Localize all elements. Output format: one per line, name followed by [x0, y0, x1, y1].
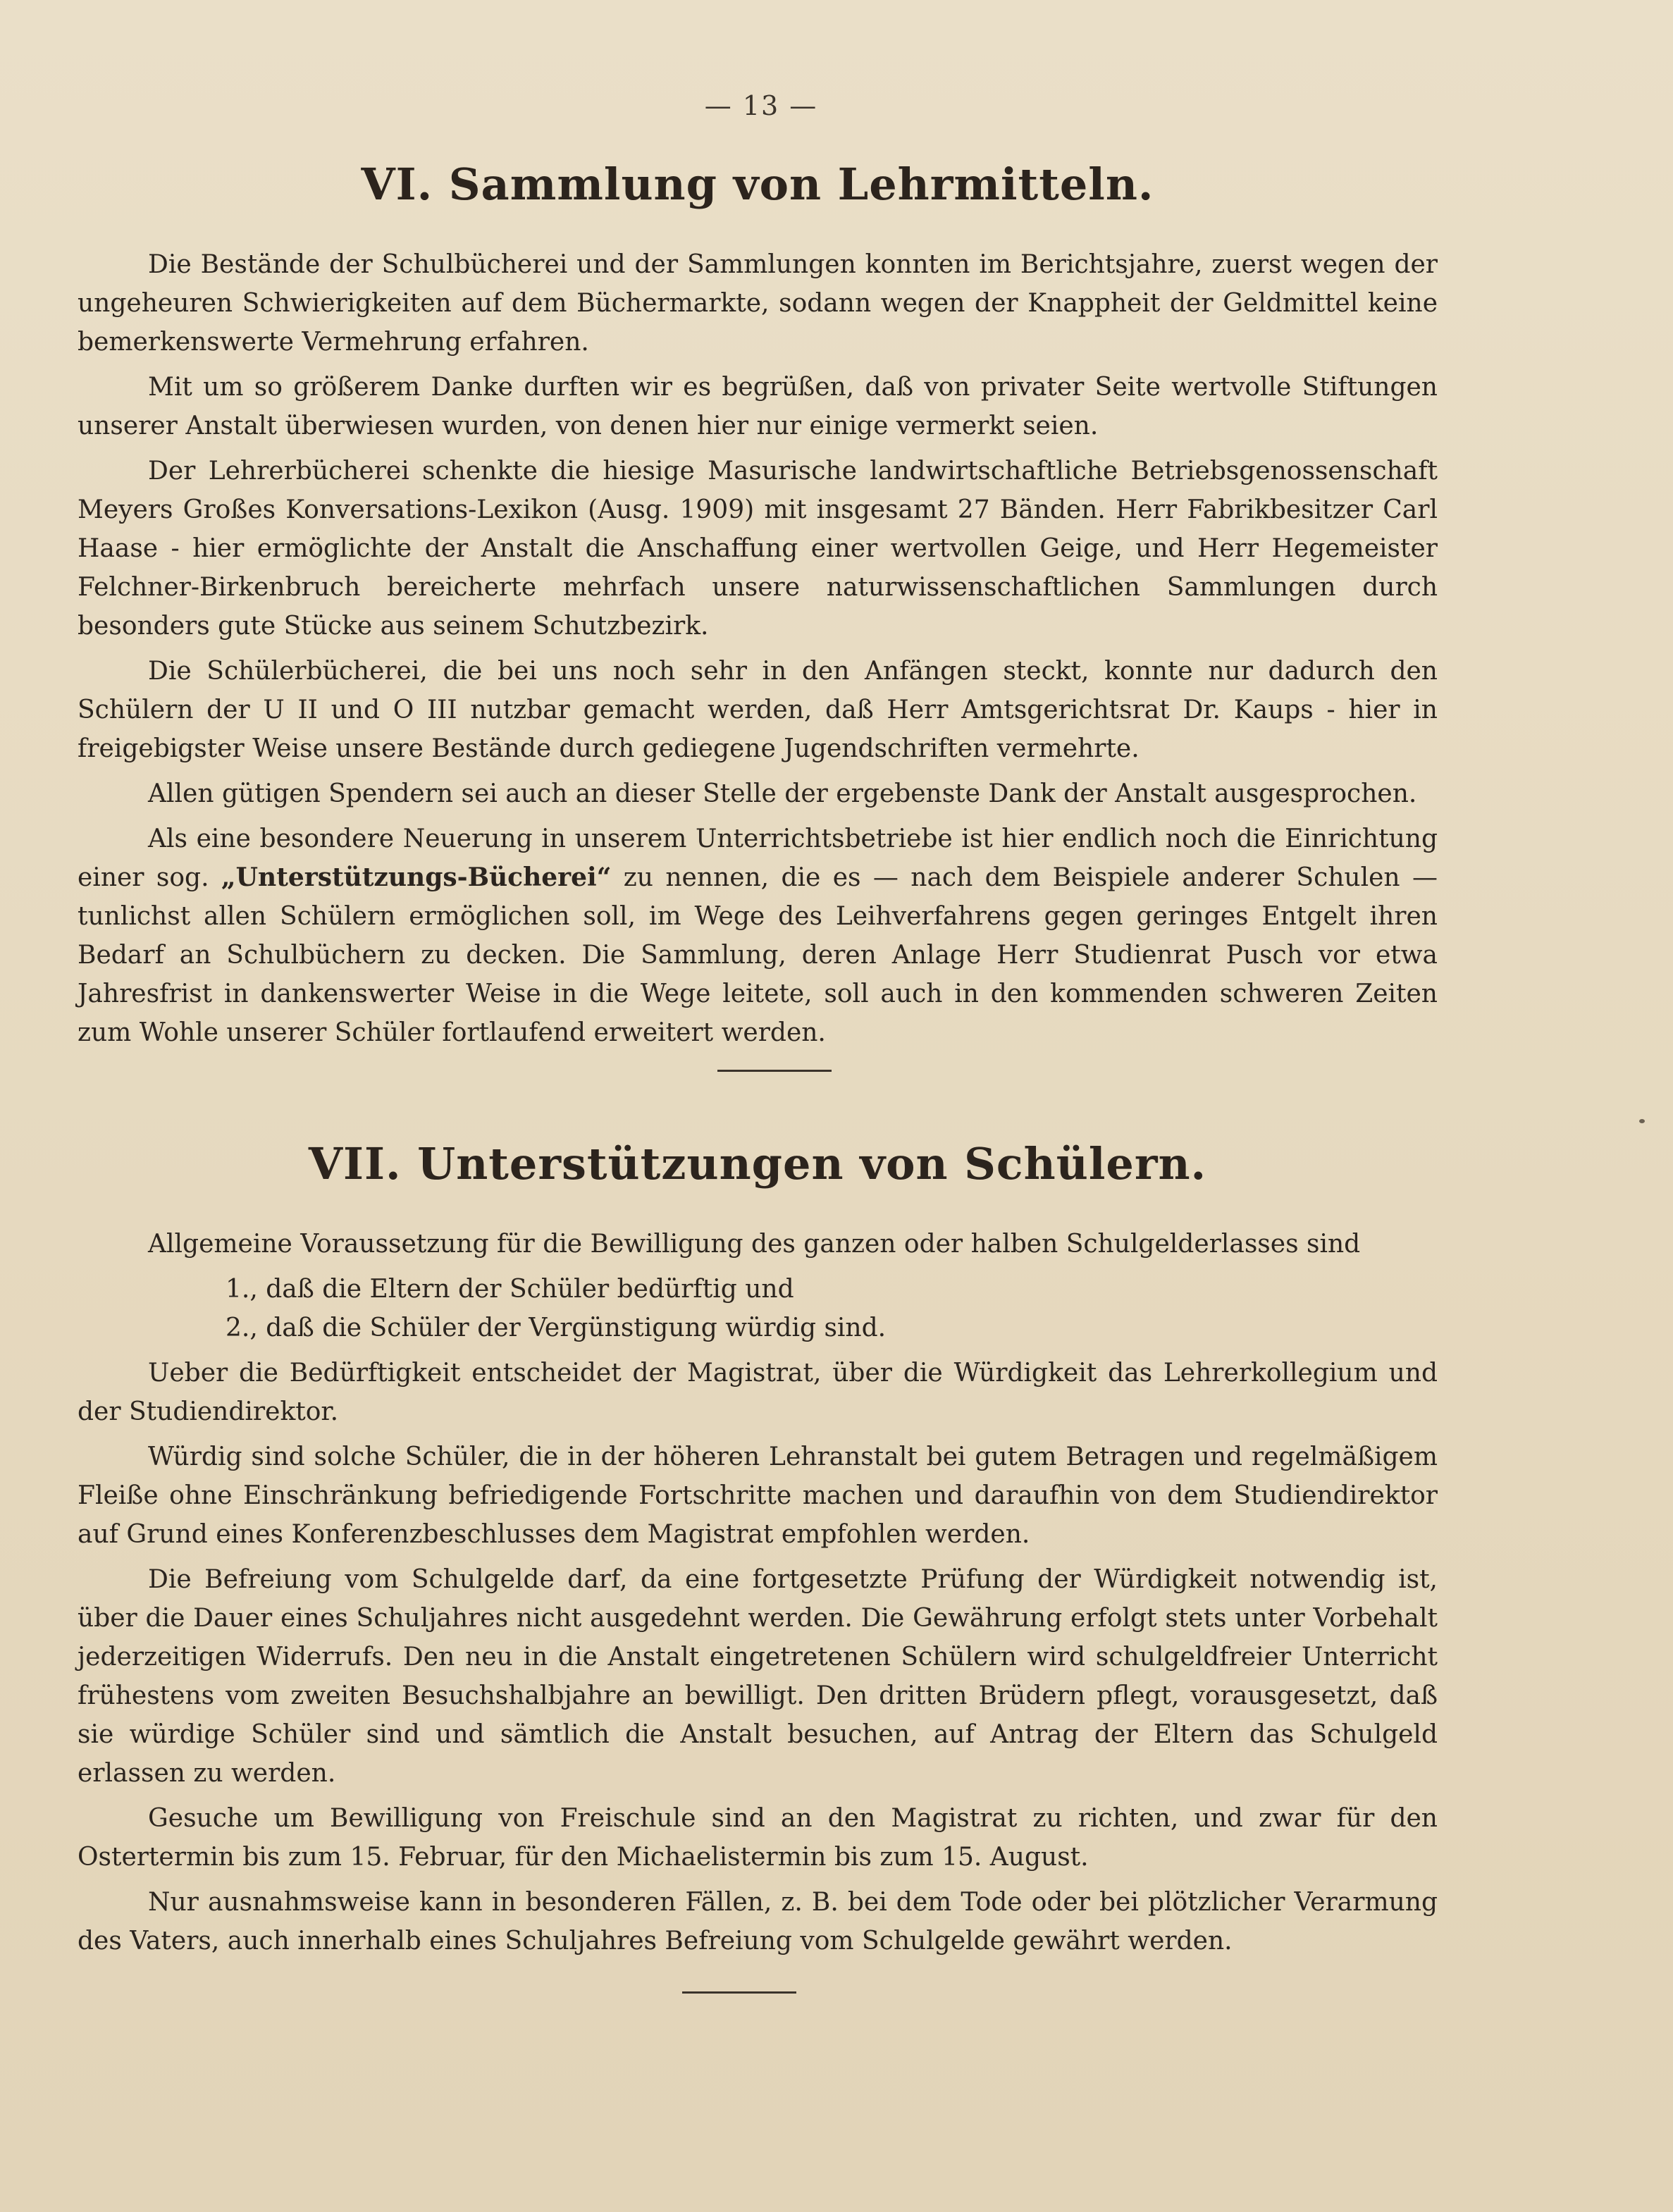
paragraph: Allen gütigen Spendern sei auch an dieser Stelle der ergebenste Dank der Anstalt ausgesprochen.	[148, 779, 1417, 808]
paragraph-unterstuetzungs-buecherei	[78, 820, 1438, 1052]
section-divider	[682, 1991, 796, 1994]
section-lehrmittel	[78, 159, 1438, 1058]
paragraph: Die Bestände der Schulbücherei und der Sammlungen konnten im Berichtsjahre, zuerst wegen der ungeheuren Schwierigkeiten auf dem Büchermarkte, sodann wegen der Knappheit der Geldmittel keine bemerkenswerte Vermehrung erfahren.	[78, 250, 1438, 357]
page-number: — 13 —	[704, 90, 818, 121]
paragraph: Gesuche um Bewilligung von Freischule sind an den Magistrat zu richten, und zwar für den Ostertermin bis zum 15. Februar, für den Michaelistermin bis zum 15. August.	[78, 1804, 1438, 1872]
paragraph: Nur ausnahmsweise kann in besonderen Fällen, z. B. bei dem Tode oder bei plötzlicher Verarmung des Vaters, auch innerhalb eines Schuljahres Befreiung vom Schulgelde gewährt werden.	[78, 1888, 1438, 1955]
list-item: 2., daß die Schüler der Vergünstigung würdig sind.	[226, 1314, 887, 1342]
emphasized-term: „Unterstützungs-Bücherei“	[221, 863, 612, 892]
section-heading-lehrmittel: VI. Sammlung von Lehrmitteln.	[361, 159, 1154, 210]
paragraph-intro: Allgemeine Voraussetzung für die Bewilligung des ganzen oder halben Schulgelderlasses sind	[148, 1230, 1361, 1259]
paragraph: Die Befreiung vom Schulgelde darf, da eine fortgesetzte Prüfung der Würdigkeit notwendig ist, über die Dauer eines Schuljahres nicht ausgedehnt werden. Die Gewährung erfolgt stets unter Vorbehalt jederzeitigen Widerrufs. Den neu in die Anstalt eingetretenen Schülern wird schulgeldfreier Unterricht frühestens vom zweiten Besuchshalbjahre an bewilligt. Den dritten Brüdern pflegt, vorausgesetzt, daß sie würdige Schüler sind und sämtlich die Anstalt besuchen, auf Antrag der Eltern das Schulgeld erlassen zu werden.	[78, 1565, 1438, 1788]
paragraph: Ueber die Bedürftigkeit entscheidet der Magistrat, über die Würdigkeit das Lehrerkollegium und der Studiendirektor.	[78, 1359, 1438, 1426]
paragraph: Die Schülerbücherei, die bei uns noch sehr in den Anfängen steckt, konnte nur dadurch den Schülern der U II und O III nutzbar gemacht werden, daß Herr Amtsgerichtsrat Dr. Kaups - hier in freigebigster Weise unsere Bestände durch gediegene Jugendschriften vermehrte.	[78, 657, 1438, 763]
section-unterstuetzungen	[78, 1138, 1438, 1967]
paragraph: Mit um so größerem Danke durften wir es begrüßen, daß von privater Seite wertvolle Stiftungen unserer Anstalt überwiesen wurden, von denen hier nur einige vermerkt seien.	[78, 373, 1438, 440]
paragraph: Würdig sind solche Schüler, die in der höheren Lehranstalt bei gutem Betragen und regelmäßigem Fleiße ohne Einschränkung befriedigende Fortschritte machen und daraufhin von dem Studiendirektor auf Grund eines Konferenzbeschlusses dem Magistrat empfohlen werden.	[78, 1442, 1438, 1549]
section-heading-unterstuetzungen: VII. Unterstützungen von Schülern.	[308, 1138, 1207, 1190]
paragraph-text: Als eine besondere Neuerung in unserem Unterrichtsbetriebe ist hier endlich noch die Einrichtung einer sog.	[78, 824, 1438, 892]
paragraph: Der Lehrerbücherei schenkte die hiesige Masurische landwirtschaftliche Betriebsgenossenschaft Meyers Großes Konversations-Lexikon (Ausg. 1909) mit insgesamt 27 Bänden. Herr Fabrikbesitzer Carl Haase - hier ermöglichte der Anstalt die Anschaffung einer wertvollen Geige, und Herr Hegemeister Felchner-Birkenbruch bereicherte mehrfach unsere naturwissenschaftlichen Sammlungen durch besonders gute Stücke aus seinem Schutzbezirk.	[78, 457, 1438, 641]
paragraph-text: zu nennen, die es — nach dem Beispiele anderer Schulen — tunlichst allen Schülern ermöglichen soll, im Wege des Leihverfahrens gegen geringes Entgelt ihren Bedarf an Schulbüchern zu decken. Die Sammlung, deren Anlage Herr Studienrat Pusch vor etwa Jahresfrist in dankenswerter Weise in die Wege leitete, soll auch in den kommenden schweren Zeiten zum Wohle unserer Schüler fortlaufend erweitert werden.	[78, 863, 1438, 1047]
paper-speck	[1639, 1119, 1645, 1123]
section-divider	[717, 1070, 832, 1072]
list-item: 1., daß die Eltern der Schüler bedürftig und	[226, 1275, 794, 1304]
